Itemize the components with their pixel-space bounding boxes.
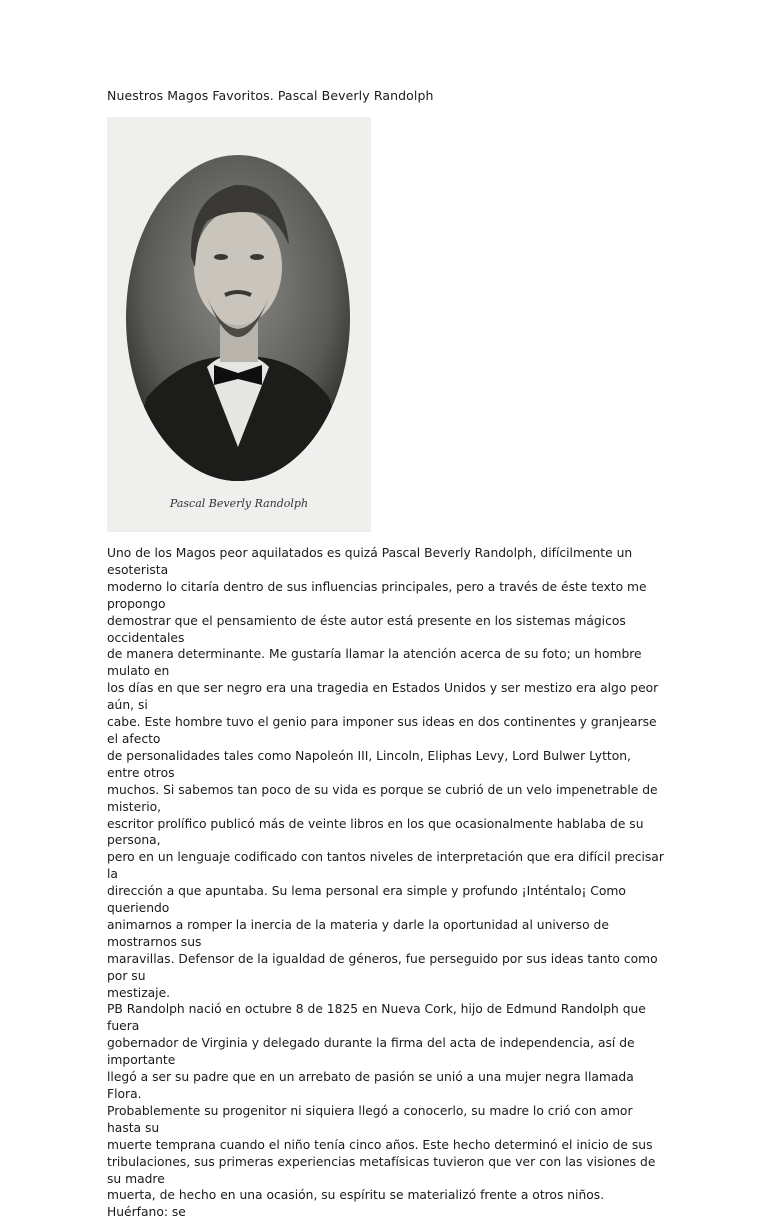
face-shape bbox=[194, 209, 282, 325]
page-title: Nuestros Magos Favoritos. Pascal Beverly Randolph bbox=[107, 88, 434, 103]
photo-caption: Pascal Beverly Randolph bbox=[169, 497, 309, 510]
paragraph-2: PB Randolph nació en octubre 8 de 1825 en Nueva Cork, hijo de Edmund Randolph que fuera gobernador de Virginia y delegado durante la firma del acta de independencia, así de importante llegó a ser su padre que en un arrebato de pasión se unió a una mujer negra llamada Flora. Probablemente su progenitor ni siquiera llegó a conocerlo, su madre lo crió con amor hasta su muerte temprana cuando el niño tenía cinco años. Este hecho determinó el inicio de sus tribulaciones, sus primeras experiencias metafísicas tuvieron que ver con las visiones de su madre muerta, de hecho en una ocasión, su espíritu se materializó frente a otros niños. Huérfano: se bbox=[107, 1002, 656, 1220]
paragraph-1: Uno de los Magos peor aquilatados es quizá Pascal Beverly Randolph, difícilmente un esoterista moderno lo citaría dentro de sus influencias principales, pero a través de éste texto me propongo demostrar que el pensamiento de éste autor está presente en los sistemas mágicos occidentales de manera determinante. Me gustaría llamar la atención acerca de su foto; un hombre mulato en los días en que ser negro era una tragedia en Estados Unidos y ser mestizo era algo peor aún, si cabe. Este hombre tuvo el genio para imponer sus ideas en dos continentes y granjearse el afecto de personalidades tales como Napoleón III, Lincoln, Eliphas Levy, Lord Bulwer Lytton, entre otros muchos. Si sabemos tan poco de su vida es porque se cubrió de un velo impenetrable de misterio, escritor prolífico publicó más de veinte libros en los que ocasionalmente hablaba de su persona, pero en un lenguaje codificado con tantos niveles de interpretación que era difícil precisar la dirección a que apuntaba. Su lema personal era simple y profundo ¡Inténtalo¡ Como queriendo animarnos a romper la inercia de la materia y darle la oportunidad al universo de mostrarnos sus maravillas. Defensor de la igualdad de géneros, fue perseguido por sus ideas tanto como por su mestizaje. bbox=[107, 546, 664, 1000]
portrait-photo bbox=[107, 117, 371, 532]
article-body bbox=[107, 545, 667, 1221]
